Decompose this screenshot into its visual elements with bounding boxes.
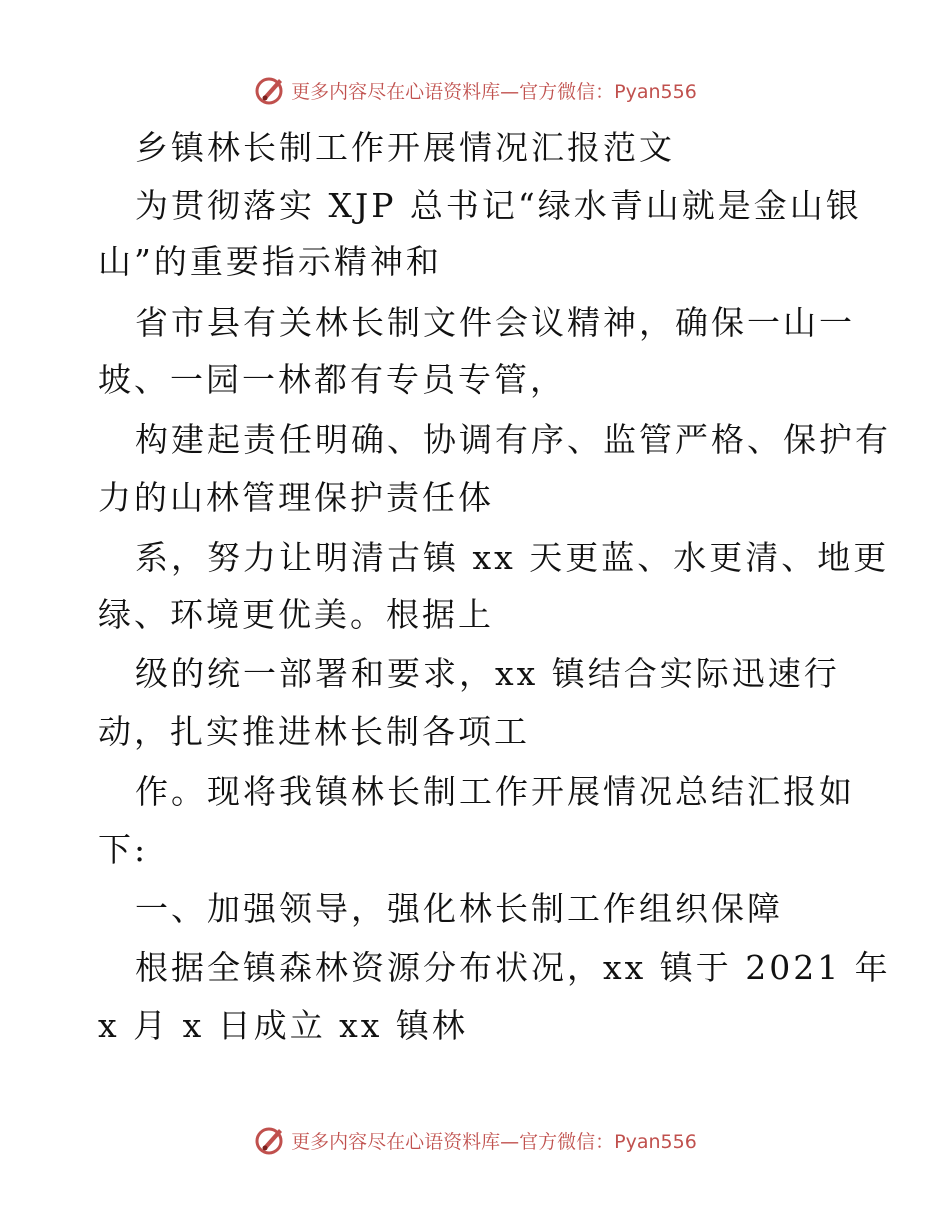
doc-line: 构建起责任明确、协调有序、监管严格、保护有 (135, 420, 891, 459)
header-banner-text (291, 77, 697, 104)
brush-logo-icon (253, 73, 287, 107)
doc-line: 坡、一园一林都有专员专管， (98, 360, 566, 399)
header-banner-dash: — (500, 80, 520, 103)
doc-line: 下: (98, 830, 149, 869)
doc-line: 动，扎实推进林长制各项工 (98, 712, 530, 751)
doc-line: 根据全镇森林资源分布状况，xx 镇于 2021 年 (135, 948, 891, 987)
doc-line: 作。现将我镇林长制工作开展情况总结汇报如 (135, 772, 855, 811)
doc-heading: 一、加强领导，强化林长制工作组织保障 (135, 889, 783, 928)
footer-banner-main: 更多内容尽在心语资料库 (291, 1130, 501, 1153)
doc-line: 级的统一部署和要求，xx 镇结合实际迅速行 (135, 654, 840, 693)
doc-line: 为贯彻落实 XJP 总书记“绿水青山就是金山银 (135, 186, 862, 225)
doc-line: 山”的重要指示精神和 (98, 242, 442, 281)
footer-banner-text (291, 1127, 697, 1154)
header-banner-main: 更多内容尽在心语资料库 (291, 80, 501, 103)
doc-line: 系，努力让明清古镇 xx 天更蓝、水更清、地更 (135, 538, 890, 577)
header-banner (0, 70, 950, 110)
brush-logo-icon (253, 1123, 287, 1157)
footer-banner-dash: — (500, 1130, 520, 1153)
doc-line: x 月 x 日成立 xx 镇林 (98, 1006, 468, 1045)
doc-line: 绿、环境更优美。根据上 (98, 595, 494, 634)
doc-title: 乡镇林长制工作开展情况汇报范文 (135, 128, 675, 167)
doc-line: 省市县有关林长制文件会议精神，确保一山一 (135, 303, 855, 342)
doc-line: 力的山林管理保护责任体 (98, 478, 494, 517)
footer-banner (0, 1120, 950, 1160)
header-banner-wechat: 官方微信：Pyan556 (519, 80, 697, 103)
footer-banner-wechat: 官方微信：Pyan556 (519, 1130, 697, 1153)
